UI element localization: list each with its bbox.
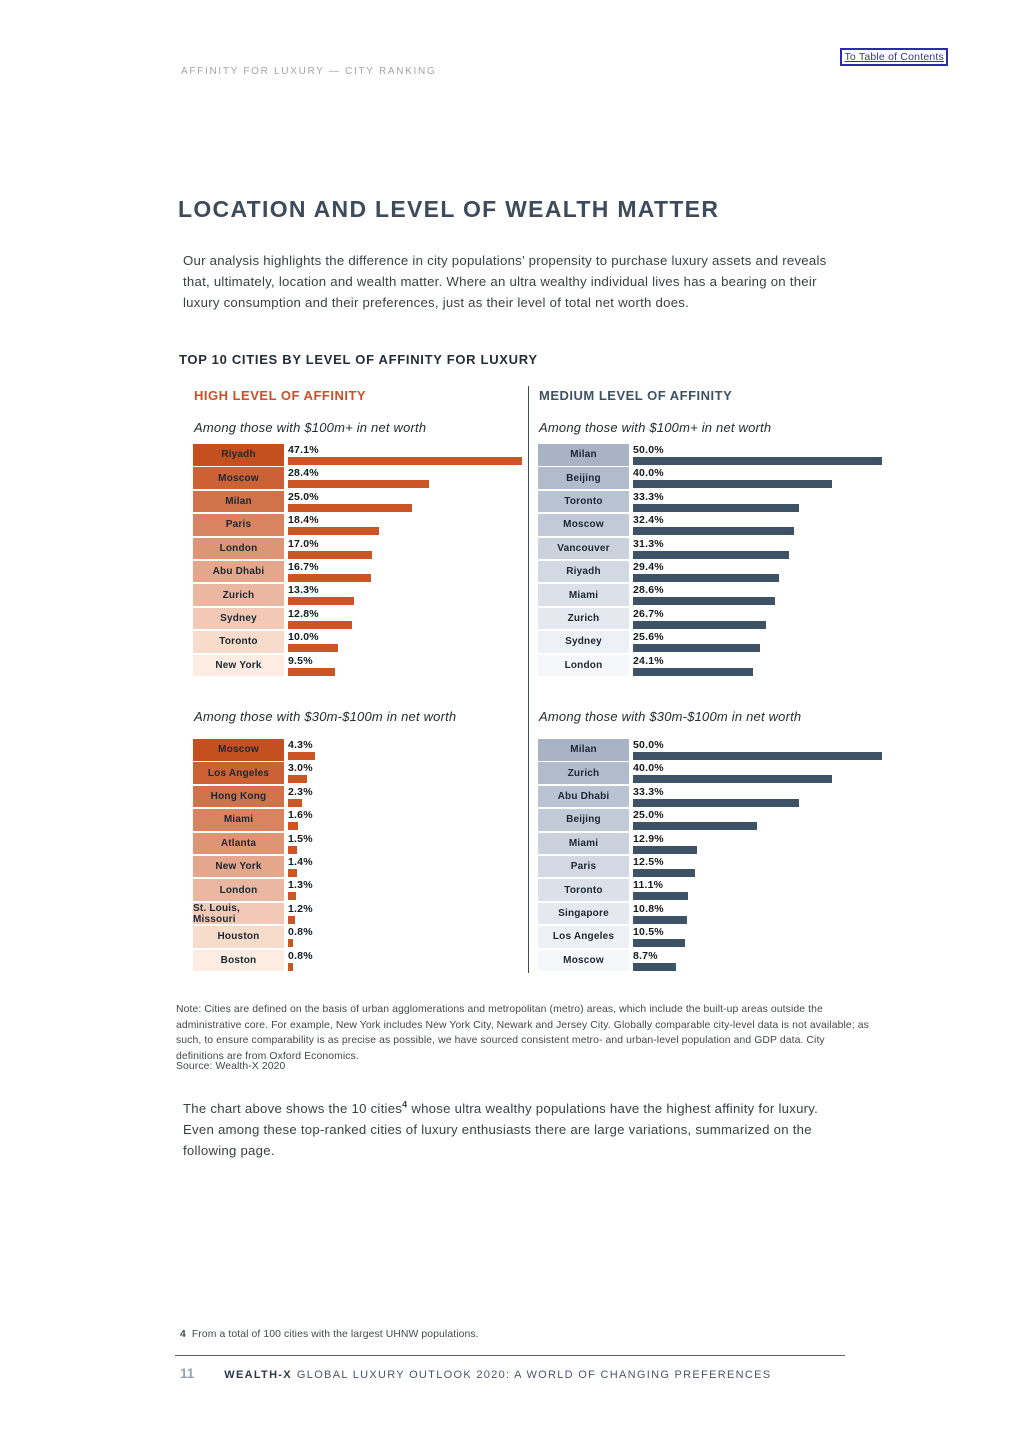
chart-high-affinity-100m — [193, 444, 523, 676]
chart-row — [193, 879, 523, 901]
city-label: Miami — [193, 809, 284, 831]
bar-value-label: 3.0% — [288, 762, 313, 775]
bar — [288, 644, 338, 652]
bar-value-label: 12.5% — [633, 855, 664, 868]
body-text: whose ultra wealthy populations have the highest affinity for luxury. Even among these top-ranked cities of luxury enthusiasts there are large variations, summarized on the following page. — [183, 1101, 819, 1158]
city-label: Singapore — [538, 903, 629, 925]
bar-value-label: 29.4% — [633, 560, 664, 573]
bar — [288, 939, 293, 947]
chart-source: Source: Wealth-X 2020 — [176, 1061, 286, 1072]
bar-value-label: 16.7% — [288, 560, 319, 573]
chart-row — [193, 739, 523, 761]
chart-row — [538, 950, 887, 972]
city-label: Houston — [193, 926, 284, 948]
chart-row — [538, 762, 887, 784]
bar-value-label: 25.6% — [633, 631, 664, 644]
bar-value-label: 26.7% — [633, 607, 664, 620]
bar-value-label: 11.1% — [633, 879, 664, 892]
city-label: London — [193, 879, 284, 901]
bar — [633, 457, 882, 465]
city-label: Atlanta — [193, 833, 284, 855]
chart-row — [538, 467, 887, 489]
chart-row — [193, 491, 523, 513]
bar-value-label: 28.6% — [633, 584, 664, 597]
city-label: Beijing — [538, 809, 629, 831]
bar — [288, 752, 315, 760]
chart-row — [193, 786, 523, 808]
page-title: LOCATION AND LEVEL OF WEALTH MATTER — [178, 196, 720, 222]
body-paragraph — [183, 1099, 845, 1162]
bar-value-label: 50.0% — [633, 739, 664, 752]
bar — [288, 597, 354, 605]
footer-report-title: GLOBAL LUXURY OUTLOOK 2020: A WORLD OF CHANGING PREFERENCES — [296, 1369, 772, 1381]
bar-value-label: 13.3% — [288, 584, 319, 597]
chart-row — [538, 444, 887, 466]
bar — [633, 916, 687, 924]
chart-row — [538, 514, 887, 536]
bar-value-label: 1.3% — [288, 879, 313, 892]
chart-row — [538, 786, 887, 808]
chart-subtitle-medium-30m: Among those with $30m-$100m in net worth — [539, 709, 802, 725]
city-label: Los Angeles — [193, 762, 284, 784]
city-label: Miami — [538, 584, 629, 606]
footer-divider — [175, 1355, 845, 1356]
bar — [288, 822, 298, 830]
bar — [288, 799, 302, 807]
chart-subtitle-high-100m: Among those with $100m+ in net worth — [194, 420, 427, 435]
chart-subtitle-medium-100m: Among those with $100m+ in net worth — [539, 420, 772, 435]
bar-value-label: 25.0% — [633, 809, 664, 822]
chart-row — [193, 514, 523, 536]
bar-value-label: 9.5% — [288, 654, 313, 667]
bar — [633, 644, 760, 652]
bar-value-label: 1.5% — [288, 832, 313, 845]
bar-value-label: 10.5% — [633, 926, 664, 939]
chart-medium-affinity-100m — [538, 444, 887, 676]
bar-value-label: 4.3% — [288, 739, 313, 752]
city-label: Beijing — [538, 467, 629, 489]
city-label: Toronto — [538, 491, 629, 513]
chart-row — [193, 903, 523, 925]
charts-area — [193, 386, 887, 973]
running-header: AFFINITY FOR LUXURY — CITY RANKING — [181, 66, 437, 77]
city-label: Riyadh — [193, 444, 284, 466]
city-label: Abu Dhabi — [193, 561, 284, 583]
city-label: Sydney — [193, 608, 284, 630]
bar — [633, 504, 799, 512]
bar-value-label: 8.7% — [633, 949, 658, 962]
chart-medium-affinity-30m-100m — [538, 739, 887, 971]
city-label: London — [538, 655, 629, 677]
bar — [633, 775, 832, 783]
chart-row — [193, 762, 523, 784]
city-label: New York — [193, 856, 284, 878]
bar — [633, 963, 676, 971]
chart-row — [538, 879, 887, 901]
chart-row — [193, 856, 523, 878]
bar — [288, 916, 295, 924]
bar-value-label: 18.4% — [288, 514, 319, 527]
footer-brand: WEALTH-X — [224, 1369, 292, 1381]
bar-value-label: 47.1% — [288, 444, 319, 456]
bar-value-label: 17.0% — [288, 537, 319, 550]
footnote — [180, 1327, 877, 1343]
bar — [633, 799, 799, 807]
chart-row — [193, 584, 523, 606]
chart-row — [538, 631, 887, 653]
bar-value-label: 33.3% — [633, 490, 664, 503]
chart-subtitle-high-30m: Among those with $30m-$100m in net worth — [194, 709, 457, 725]
chart-row — [538, 655, 887, 677]
bar-value-label: 1.4% — [288, 855, 313, 868]
table-of-contents-link[interactable]: To Table of Contents — [840, 48, 948, 66]
bar — [633, 574, 779, 582]
page-number: 11 — [180, 1366, 195, 1381]
chart-row — [193, 655, 523, 677]
city-label: Vancouver — [538, 538, 629, 560]
chart-row — [538, 608, 887, 630]
chart-row — [538, 584, 887, 606]
chart-row — [193, 833, 523, 855]
city-label: Paris — [193, 514, 284, 536]
city-label: Paris — [538, 856, 629, 878]
city-label: Los Angeles — [538, 926, 629, 948]
bar — [288, 963, 293, 971]
chart-row — [193, 631, 523, 653]
bar-value-label: 24.1% — [633, 654, 664, 667]
bar-value-label: 2.3% — [288, 785, 313, 798]
bar — [288, 621, 352, 629]
bar-value-label: 33.3% — [633, 785, 664, 798]
bar-value-label: 12.9% — [633, 832, 664, 845]
bar-value-label: 25.0% — [288, 490, 319, 503]
city-label: Miami — [538, 833, 629, 855]
city-label: St. Louis, Missouri — [193, 903, 284, 925]
city-label: Zurich — [538, 762, 629, 784]
bar — [288, 869, 297, 877]
bar — [633, 822, 757, 830]
bar-value-label: 0.8% — [288, 949, 313, 962]
chart-row — [193, 538, 523, 560]
bar-value-label: 28.4% — [288, 467, 319, 480]
intro-paragraph: Our analysis highlights the difference in city populations’ propensity to purchase luxury assets and reveals that, ultimately, location and wealth matter. Where an ultra wealthy individual lives has a bearing on their luxury consumption and their preferences, just as their level of total net worth does. — [183, 253, 827, 310]
bar — [288, 527, 379, 535]
chart-row — [538, 833, 887, 855]
bar — [288, 892, 296, 900]
chart-row — [538, 809, 887, 831]
section-title: TOP 10 CITIES BY LEVEL OF AFFINITY FOR LUXURY — [179, 352, 538, 367]
city-label: Moscow — [193, 467, 284, 489]
bar — [633, 597, 775, 605]
chart-row — [538, 926, 887, 948]
bar-value-label: 40.0% — [633, 762, 664, 775]
bar — [288, 504, 412, 512]
bar — [288, 457, 522, 465]
city-label: Milan — [538, 739, 629, 761]
chart-row — [193, 608, 523, 630]
bar-value-label: 1.6% — [288, 809, 313, 822]
city-label: London — [193, 538, 284, 560]
chart-row — [193, 467, 523, 489]
chart-row — [538, 856, 887, 878]
bar — [633, 668, 753, 676]
chart-row — [193, 950, 523, 972]
city-label: Boston — [193, 950, 284, 972]
chart-row — [538, 561, 887, 583]
city-label: Moscow — [538, 950, 629, 972]
bar-value-label: 12.8% — [288, 607, 319, 620]
city-label: Milan — [538, 444, 629, 466]
bar — [633, 480, 832, 488]
city-label: Milan — [193, 491, 284, 513]
chart-row — [538, 739, 887, 761]
city-label: Riyadh — [538, 561, 629, 583]
high-affinity-column — [193, 386, 523, 973]
bar-value-label: 1.2% — [288, 902, 313, 915]
bar-value-label: 10.8% — [633, 902, 664, 915]
city-label: Hong Kong — [193, 786, 284, 808]
city-label: Moscow — [193, 739, 284, 761]
bar — [633, 551, 789, 559]
bar-value-label: 31.3% — [633, 537, 664, 550]
bar — [288, 574, 371, 582]
footnote-text: From a total of 100 cities with the largest UHNW populations. — [191, 1329, 479, 1340]
city-label: Zurich — [538, 608, 629, 630]
bar-value-label: 0.8% — [288, 926, 313, 939]
chart-row — [193, 444, 523, 466]
chart-note: Note: Cities are defined on the basis of urban agglomerations and metropolitan (metro) areas, which include the built-up areas outside the administrative core. For example, New York includes New York City, Newark and Jersey City. Globally comparable city-level data is not available; as such, to ensure comparability is as precise as possible, we have sourced consistent metro- and urban-level population and GDP data. City definitions are from Oxford Economics. — [176, 1004, 869, 1062]
bar — [633, 892, 688, 900]
bar — [633, 527, 794, 535]
city-label: Sydney — [538, 631, 629, 653]
bar-value-label: 40.0% — [633, 467, 664, 480]
high-affinity-header: HIGH LEVEL OF AFFINITY — [194, 388, 367, 403]
chart-row — [538, 538, 887, 560]
city-label: Toronto — [193, 631, 284, 653]
bar — [633, 752, 882, 760]
medium-affinity-header: MEDIUM LEVEL OF AFFINITY — [539, 388, 733, 403]
bar — [288, 775, 307, 783]
bar — [288, 668, 335, 676]
chart-row — [538, 491, 887, 513]
footnote-number: 4 — [180, 1329, 186, 1340]
bar-value-label: 10.0% — [288, 631, 319, 644]
city-label: Zurich — [193, 584, 284, 606]
chart-row — [193, 809, 523, 831]
bar — [633, 939, 685, 947]
chart-row — [193, 561, 523, 583]
bar — [633, 846, 697, 854]
page-footer — [180, 1366, 860, 1381]
city-label: Moscow — [538, 514, 629, 536]
bar — [633, 869, 695, 877]
bar — [288, 846, 297, 854]
bar-value-label: 50.0% — [633, 444, 664, 456]
chart-row — [538, 903, 887, 925]
bar — [288, 480, 429, 488]
city-label: Abu Dhabi — [538, 786, 629, 808]
city-label: Toronto — [538, 879, 629, 901]
chart-high-affinity-30m-100m — [193, 739, 523, 971]
medium-affinity-column — [529, 386, 887, 973]
bar — [288, 551, 372, 559]
city-label: New York — [193, 655, 284, 677]
chart-row — [193, 926, 523, 948]
bar-value-label: 32.4% — [633, 514, 664, 527]
body-text: The chart above shows the 10 cities — [183, 1101, 403, 1116]
footnote-reference: 4 — [402, 1099, 408, 1110]
bar — [633, 621, 766, 629]
